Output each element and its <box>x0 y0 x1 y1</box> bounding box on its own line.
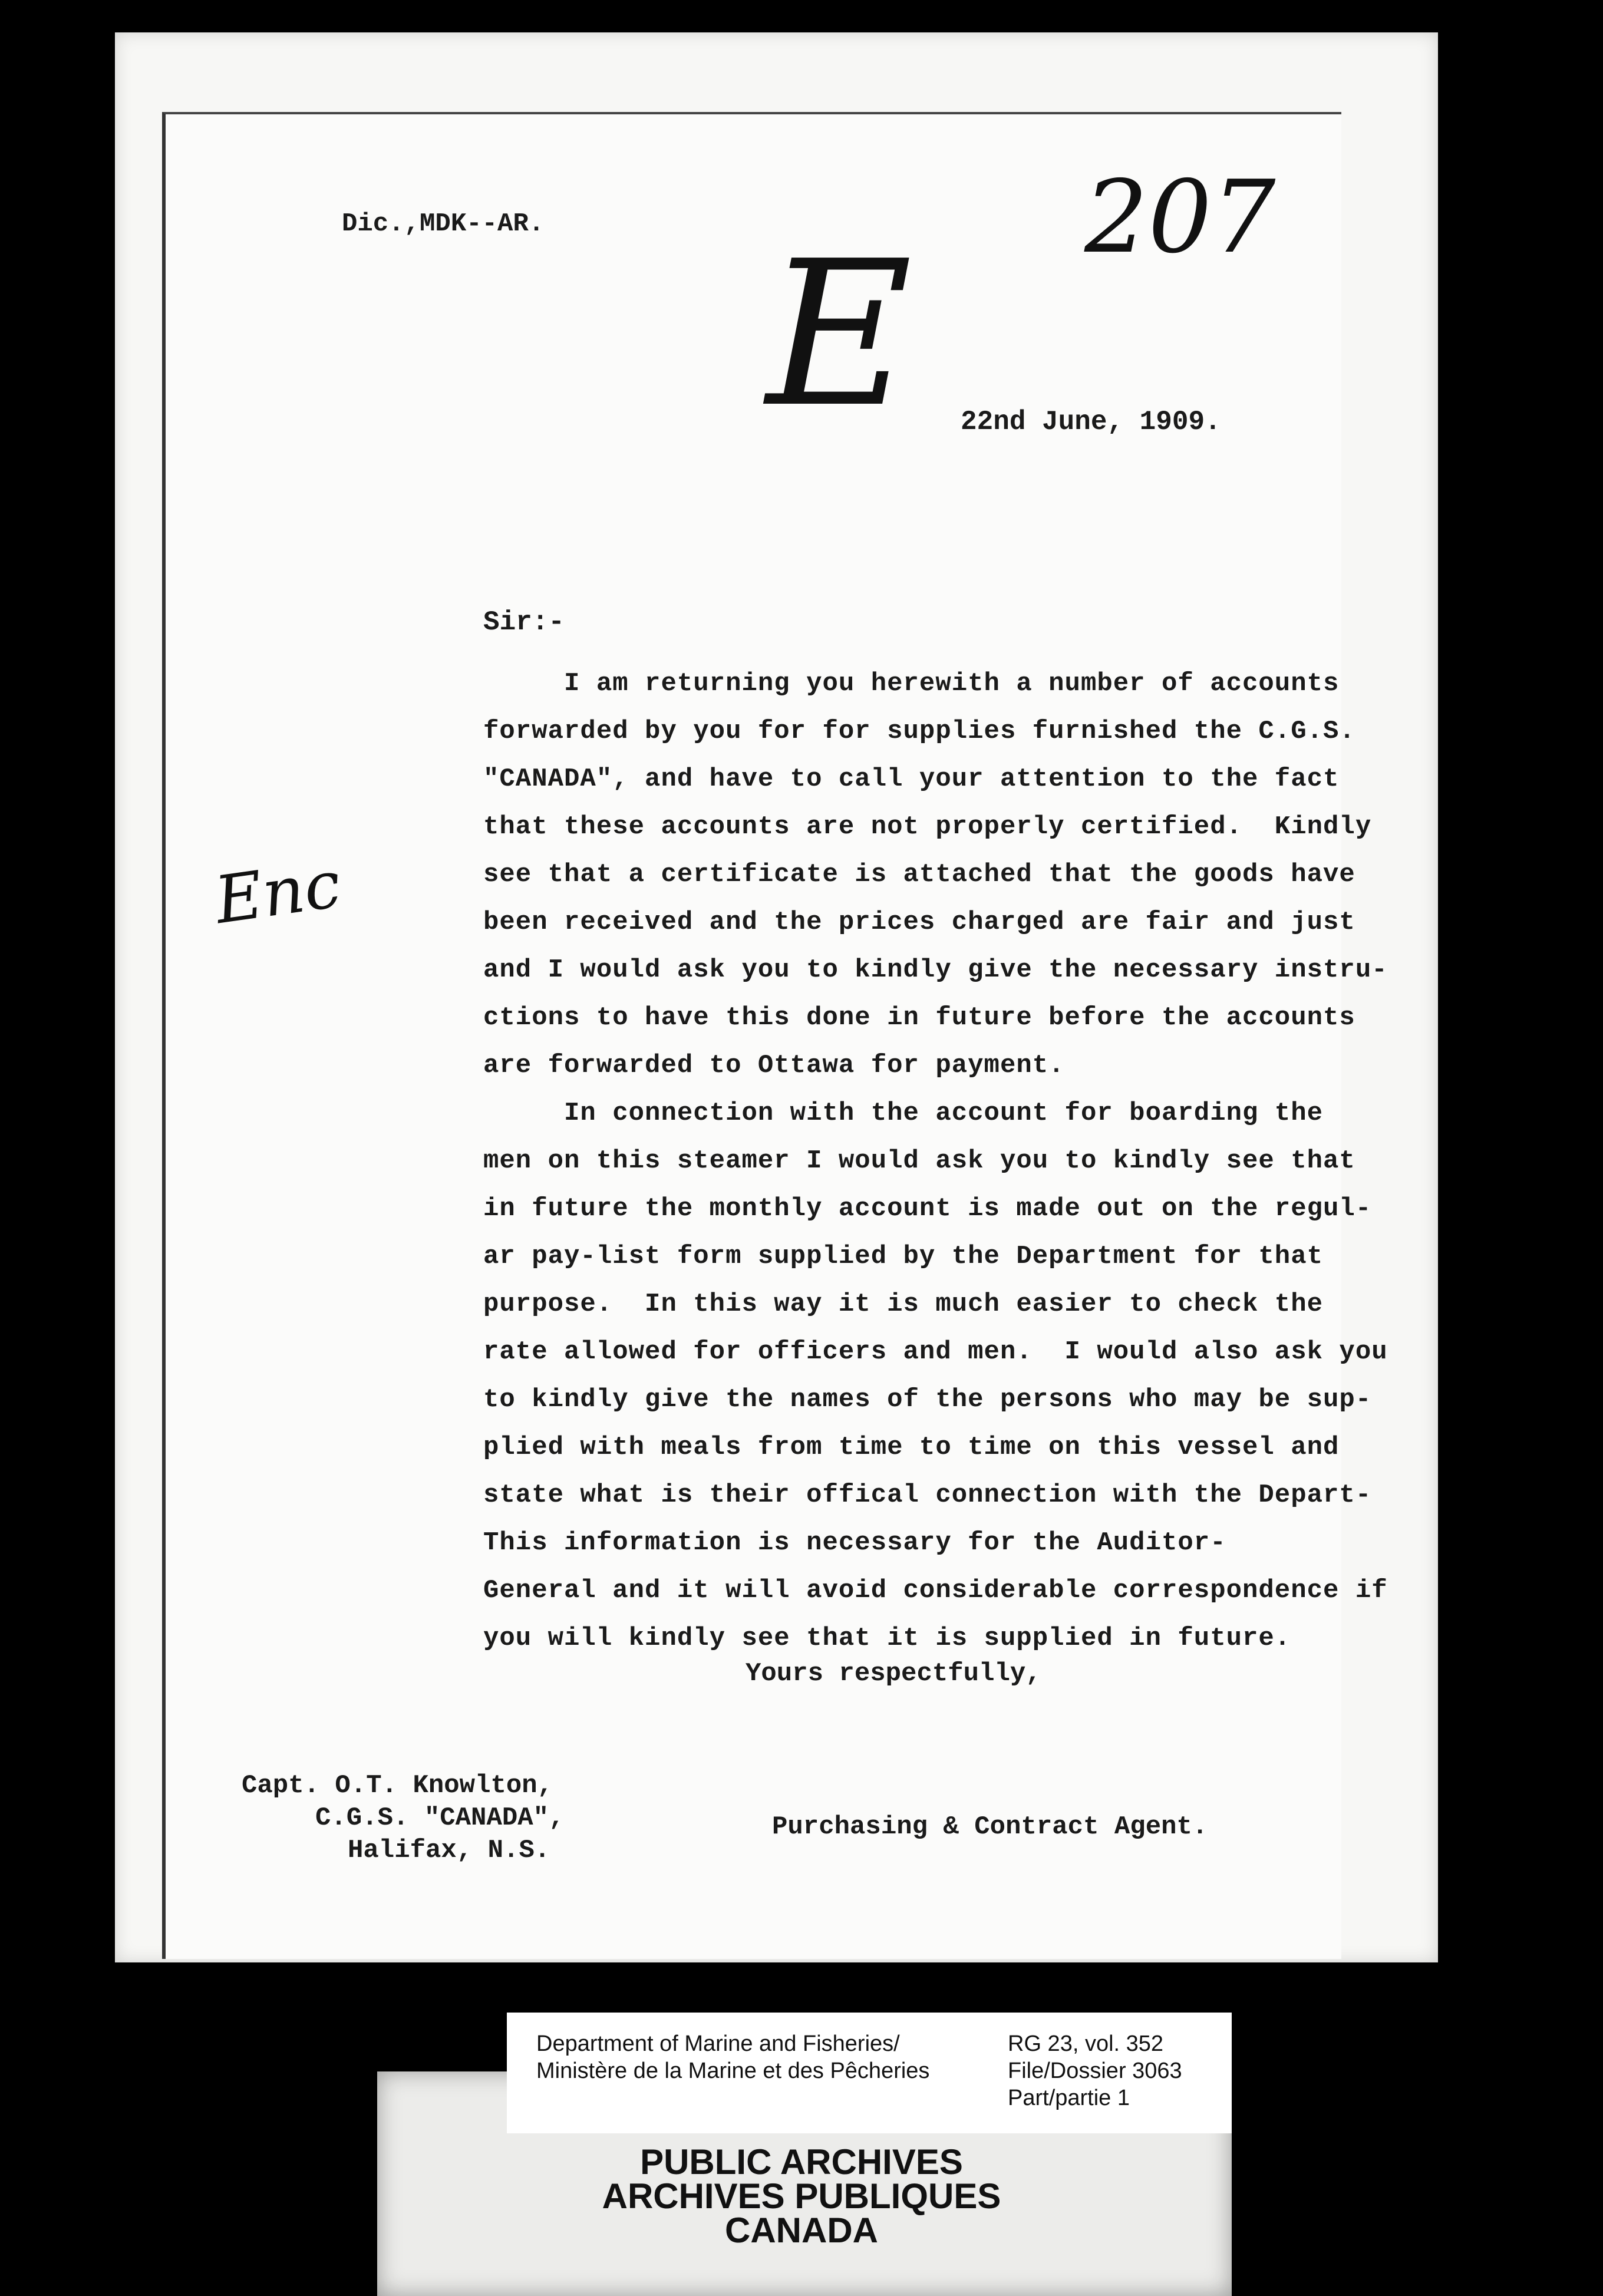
body-line: state what is their offical connection with the Depart- <box>483 1480 1372 1510</box>
archive-label <box>507 2013 1232 2133</box>
body-line: General and it will avoid considerable correspondence if <box>483 1576 1388 1605</box>
body-line: purpose. In this way it is much easier to check the <box>483 1289 1324 1319</box>
stamp-line: ARCHIVES PUBLIQUES <box>602 2176 1001 2216</box>
body-line: This information is necessary for the Auditor- <box>483 1528 1226 1558</box>
body-line: I am returning you herewith a number of accounts <box>483 669 1340 698</box>
rg-volume: RG 23, vol. 352 <box>1008 2031 1164 2056</box>
body-line: men on this steamer I would ask you to kindly see that <box>483 1146 1355 1176</box>
reference-block <box>1008 2030 1182 2112</box>
part-partie: Part/partie 1 <box>1008 2086 1130 2110</box>
body-line: see that a certificate is attached that the goods have <box>483 860 1355 889</box>
closing: Yours respectfully, <box>746 1659 1041 1688</box>
body-line: to kindly give the names of the persons who may be sup- <box>483 1385 1372 1414</box>
reference-line: Dic.,MDK--AR. <box>342 209 545 239</box>
addressee-line: C.G.S. "CANADA", <box>315 1803 565 1833</box>
body-line: plied with meals from time to time on this vessel and <box>483 1433 1340 1462</box>
salutation: Sir:- <box>483 607 565 638</box>
department-en: Department of Marine and Fisheries/ <box>536 2031 900 2056</box>
stamp-line: CANADA <box>725 2211 878 2250</box>
addressee-line: Halifax, N.S. <box>348 1836 550 1865</box>
body-line: that these accounts are not properly certified. Kindly <box>483 812 1372 842</box>
body-line: ctions to have this done in future before the accounts <box>483 1003 1355 1032</box>
body-line: and I would ask you to kindly give the necessary instru- <box>483 955 1388 985</box>
stamp-line: PUBLIC ARCHIVES <box>640 2142 963 2182</box>
department-block <box>536 2030 929 2084</box>
archives-stamp <box>0 2142 1603 2250</box>
hand-mark: E <box>766 218 913 451</box>
body-line: forwarded by you for for supplies furnished the C.G.S. <box>483 717 1355 746</box>
body-line: in future the monthly account is made out on the regul- <box>483 1194 1372 1223</box>
body-line: ar pay-list form supplied by the Department for that <box>483 1242 1324 1271</box>
body-line: In connection with the account for boarding the <box>483 1098 1324 1128</box>
body-line: rate allowed for officers and men. I would also ask you <box>483 1337 1388 1367</box>
body-line: been received and the prices charged are fair and just <box>483 908 1355 937</box>
file-number: 207 <box>1084 159 1276 276</box>
body-line: "CANADA", and have to call your attention to the fact <box>483 764 1340 794</box>
letter-date: 22nd June, 1909. <box>961 407 1221 437</box>
department-fr: Ministère de la Marine et des Pêcheries <box>536 2059 930 2083</box>
margin-note: Enc <box>210 846 345 939</box>
addressee-line: Capt. O.T. Knowlton, <box>242 1771 553 1800</box>
body-line: are forwarded to Ottawa for payment. <box>483 1051 1065 1080</box>
file-dossier: File/Dossier 3063 <box>1008 2059 1182 2083</box>
body-line: you will kindly see that it is supplied in future. <box>483 1624 1291 1653</box>
signature-title: Purchasing & Contract Agent. <box>772 1812 1208 1842</box>
